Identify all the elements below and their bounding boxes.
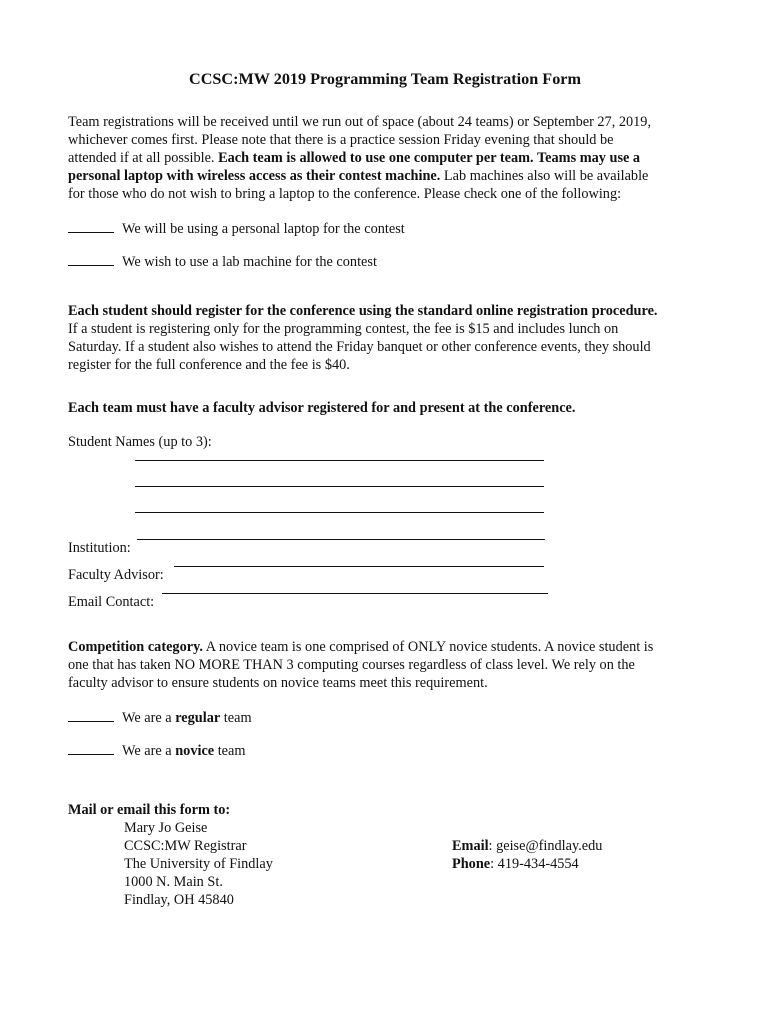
email-contact-label: Email Contact: bbox=[68, 594, 155, 610]
advisor-note: Each team must have a faculty advisor registered for and present at the conference. bbox=[68, 400, 576, 416]
student-name-line-3[interactable] bbox=[135, 512, 544, 513]
intro-line-2: whichever comes first. Please note that there is a practice session Friday evening that should be bbox=[68, 132, 614, 148]
faculty-advisor-label: Faculty Advisor: bbox=[68, 567, 164, 583]
registration-line-4: register for the full conference and the fee is $40. bbox=[68, 357, 350, 373]
registration-line-2: If a student is registering only for the programming contest, the fee is $15 and includes lunch on bbox=[68, 321, 619, 337]
student-name-line-2[interactable] bbox=[135, 486, 544, 487]
registration-bold: Each student should register for the conference using the standard online registration procedure. bbox=[68, 303, 658, 319]
address-title: CCSC:MW Registrar bbox=[124, 838, 247, 854]
form-title: CCSC:MW 2019 Programming Team Registration Form bbox=[189, 70, 581, 88]
address-name: Mary Jo Geise bbox=[124, 820, 208, 836]
registration-line-3: Saturday. If a student also wishes to attend the Friday banquet or other conference events, they should bbox=[68, 339, 651, 355]
intro-line-5: for those who do not wish to bring a laptop to the conference. Please check one of the following: bbox=[68, 186, 622, 202]
student-names-label: Student Names (up to 3): bbox=[68, 434, 212, 450]
contact-phone: Phone: 419-434-4554 bbox=[452, 856, 579, 872]
check-blank[interactable] bbox=[68, 218, 114, 233]
intro-line-4: personal laptop with wireless access as their contest machine. Lab machines also will be available bbox=[68, 168, 649, 184]
check-blank[interactable] bbox=[68, 707, 114, 722]
intro-line-3: attended if at all possible. Each team is allowed to use one computer per team. Teams may use a bbox=[68, 150, 641, 166]
option-novice-team[interactable]: We are a novice team bbox=[68, 740, 246, 760]
option-regular-team[interactable]: We are a regular team bbox=[68, 707, 252, 727]
address-city: Findlay, OH 45840 bbox=[124, 892, 234, 908]
address-street: 1000 N. Main St. bbox=[124, 874, 223, 890]
intro-line-1: Team registrations will be received until we run out of space (about 24 teams) or September 27, 2019, bbox=[68, 114, 652, 130]
option-lab-machine[interactable]: We wish to use a lab machine for the contest bbox=[68, 251, 377, 271]
address-org: The University of Findlay bbox=[124, 856, 273, 872]
check-blank[interactable] bbox=[68, 251, 114, 266]
mail-heading: Mail or email this form to: bbox=[68, 802, 231, 818]
option-laptop[interactable]: We will be using a personal laptop for the contest bbox=[68, 218, 405, 238]
institution-line[interactable] bbox=[137, 539, 545, 540]
email-contact-line[interactable] bbox=[162, 593, 548, 594]
category-line-3: faculty advisor to ensure students on novice teams meet this requirement. bbox=[68, 675, 488, 691]
category-line-2: one that has taken NO MORE THAN 3 computing courses regardless of class level. We rely on the bbox=[68, 657, 635, 673]
student-name-line-1[interactable] bbox=[135, 460, 544, 461]
institution-label: Institution: bbox=[68, 540, 131, 556]
category-line-1: Competition category. A novice team is one comprised of ONLY novice students. A novice student is bbox=[68, 639, 654, 655]
check-blank[interactable] bbox=[68, 740, 114, 755]
faculty-advisor-line[interactable] bbox=[174, 566, 544, 567]
contact-email: Email: geise@findlay.edu bbox=[452, 838, 603, 854]
